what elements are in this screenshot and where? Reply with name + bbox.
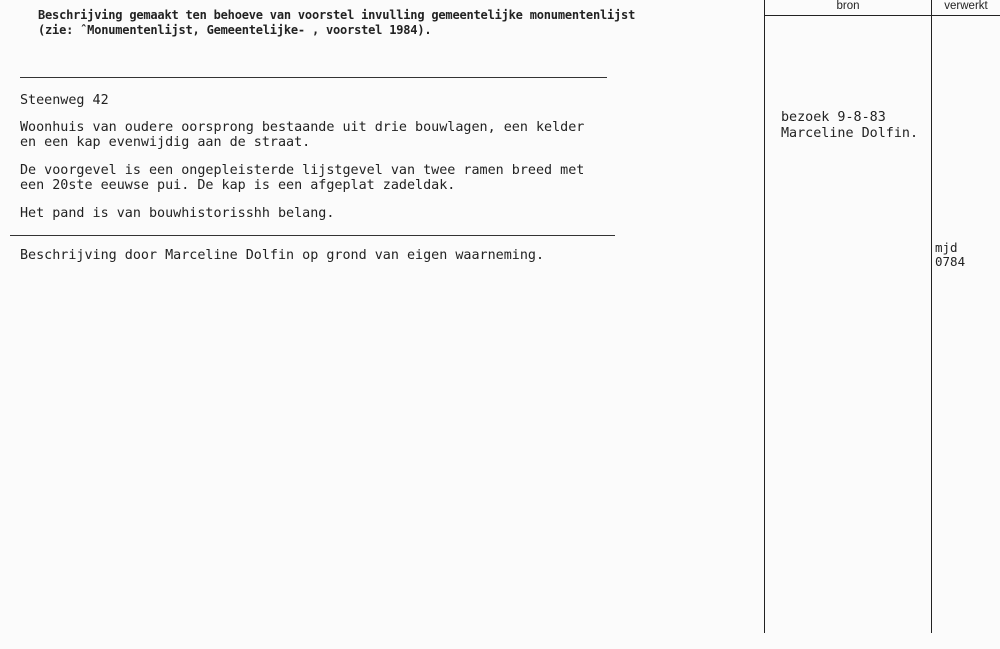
header-note-line-1: Beschrijving gemaakt ten behoeve van voorstel invulling gemeentelijke monumentenlijst (38, 8, 636, 22)
description-paragraph-1-line-2: en een kap evenwijdig aan de straat. (20, 135, 311, 150)
column-header-bron: bron (836, 0, 860, 12)
description-paragraph-2 (20, 163, 584, 193)
verwerkt-entry (935, 241, 965, 269)
divider-bottom (10, 235, 615, 236)
header-note-line-2: (zie: ˆMonumentenlijst, Gemeentelijke- , voorstel 1984). (38, 23, 432, 37)
column-header-rule (764, 15, 1000, 16)
street-address: Steenweg 42 (20, 93, 109, 108)
header-note (38, 8, 635, 38)
bron-entry-line-2: Marceline Dolfin. (781, 126, 919, 141)
verwerkt-entry-line-2: 0784 (935, 254, 966, 269)
description-paragraph-2-line-2: een 20ste eeuwse pui. De kap is een afgeplat zadeldak. (20, 178, 456, 193)
bron-entry-line-1: bezoek 9-8-83 (781, 110, 886, 125)
bron-entry (781, 110, 918, 142)
column-divider-bron (764, 0, 765, 633)
verwerkt-entry-line-1: mjd (935, 240, 958, 255)
description-paragraph-1 (20, 120, 584, 150)
divider-top (20, 77, 607, 78)
source-note: Beschrijving door Marceline Dolfin op grond van eigen waarneming. (20, 248, 545, 263)
description-paragraph-3: Het pand is van bouwhistorisshh belang. (20, 206, 335, 221)
description-paragraph-1-line-1: Woonhuis van oudere oorsprong bestaande uit drie bouwlagen, een kelder (20, 120, 585, 135)
column-divider-verwerkt (931, 0, 932, 633)
description-paragraph-2-line-1: De voorgevel is een ongepleisterde lijstgevel van twee ramen breed met (20, 163, 585, 178)
column-header-verwerkt: verwerkt (944, 0, 988, 12)
